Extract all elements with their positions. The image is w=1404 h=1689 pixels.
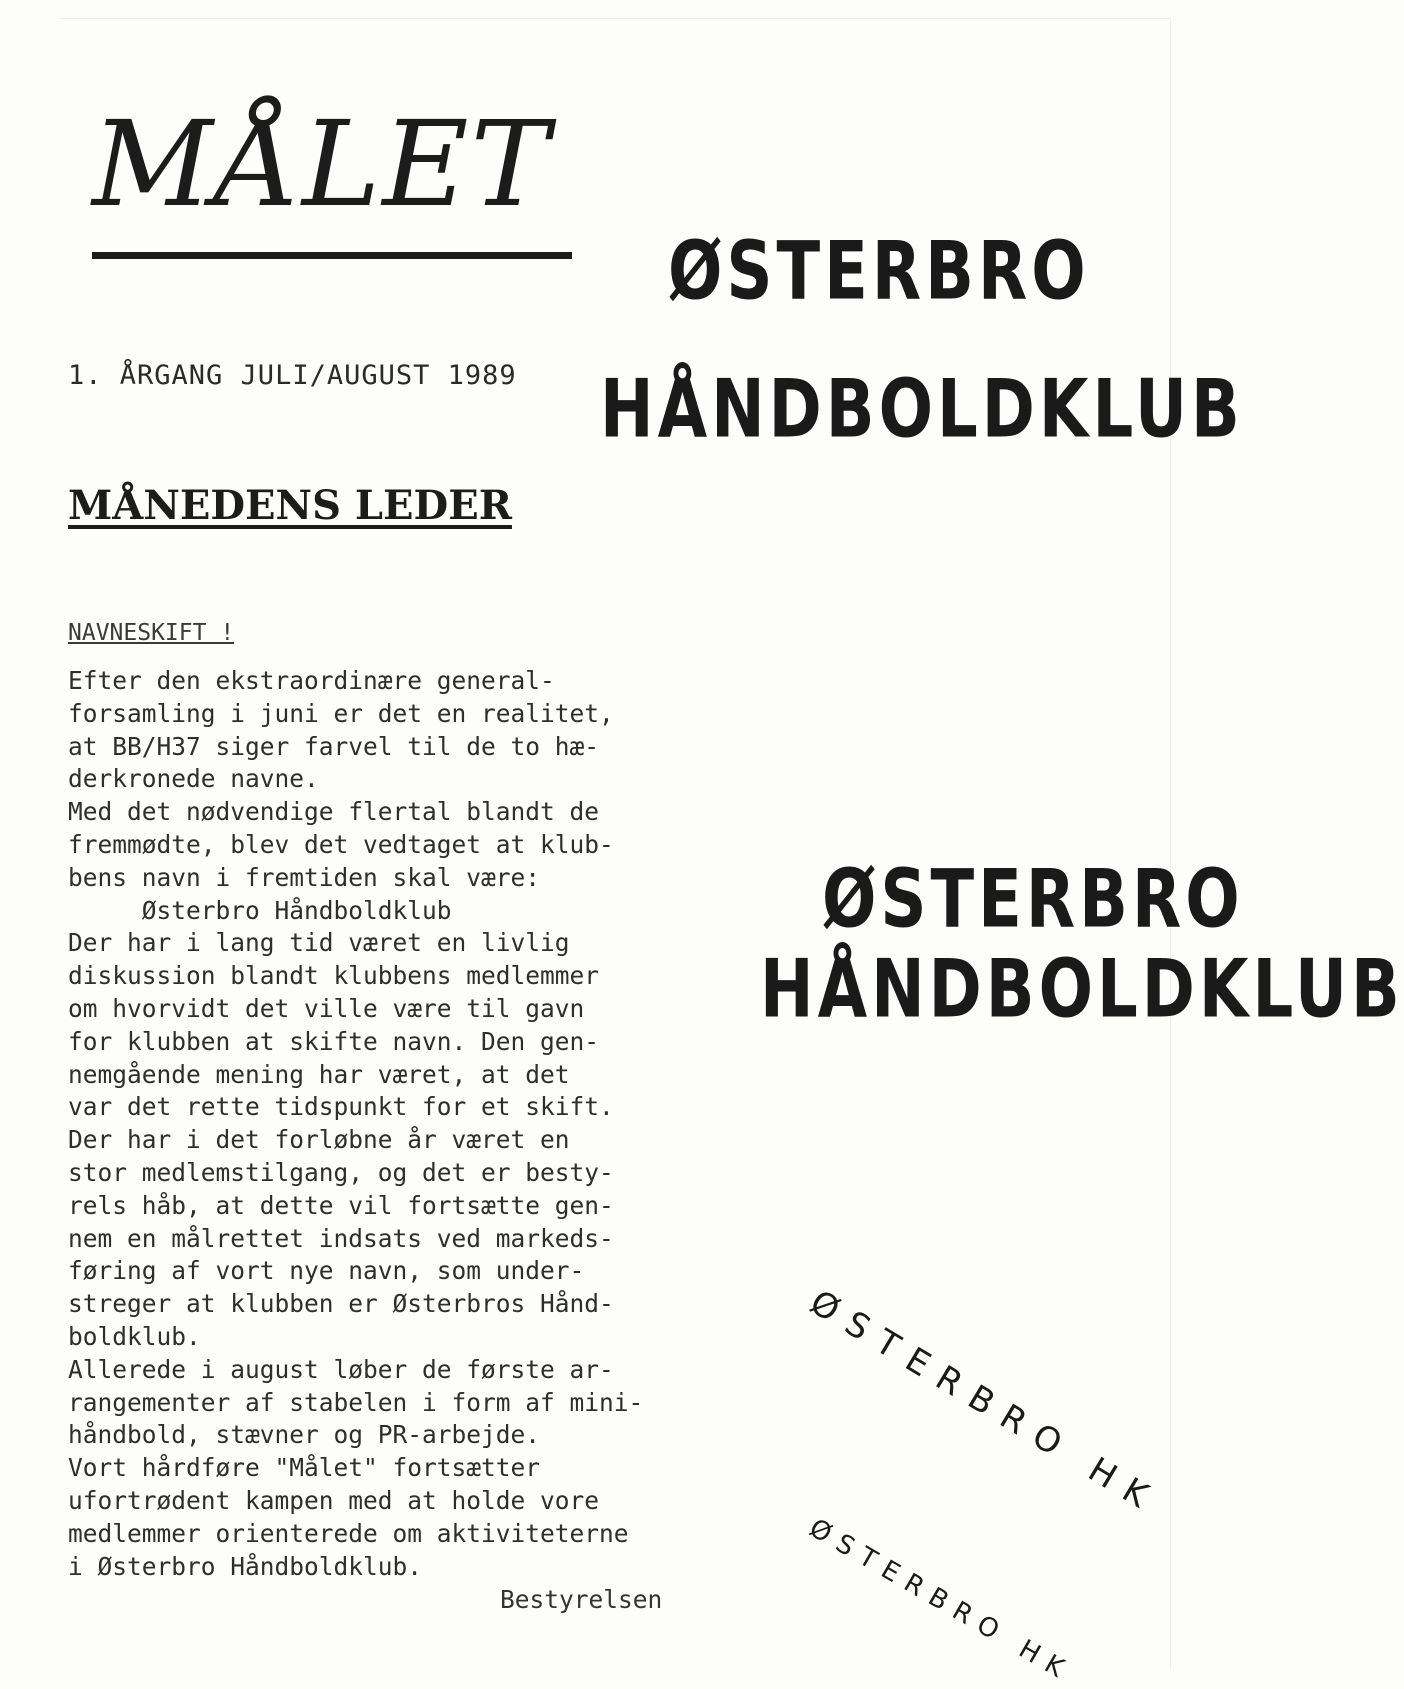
article-line: Der har i det forløbne år været en xyxy=(68,1125,570,1155)
article-line: boldklub. xyxy=(68,1321,201,1351)
article-line: streger at klubben er Østerbros Hånd- xyxy=(68,1289,614,1319)
article-line: bens navn i fremtiden skal være: xyxy=(68,862,541,892)
article-line: at BB/H37 siger farvel til de to hæ- xyxy=(68,731,600,761)
article-line: rels håb, at dette vil fortsætte gen- xyxy=(68,1190,614,1220)
masthead-rule xyxy=(92,252,572,259)
article-subheading: NAVNESKIFT ! xyxy=(68,620,235,646)
article-line: Vort hårdføre "Målet" fortsætter xyxy=(68,1453,541,1483)
article-line: derkronede navne. xyxy=(68,764,319,794)
article-line: nem en målrettet indsats ved markeds- xyxy=(68,1223,614,1253)
article-line: ufortrødent kampen med at holde vore xyxy=(68,1485,600,1515)
article-line: i Østerbro Håndboldklub. xyxy=(68,1551,423,1581)
article-line: Østerbro Håndboldklub xyxy=(68,895,452,925)
stamp-large-line-2: HÅNDBOLDKLUB xyxy=(600,363,1244,457)
article-line: medlemmer orienterede om aktiviteterne xyxy=(68,1518,629,1548)
article-line: stor medlemstilgang, og det er besty- xyxy=(68,1157,614,1187)
volume-line: 1. ÅRGANG JULI/AUGUST 1989 xyxy=(68,360,517,391)
section-heading: MÅNEDENS LEDER xyxy=(68,482,512,529)
article-line: forsamling i juni er det en realitet, xyxy=(68,698,614,728)
signature: Bestyrelsen xyxy=(500,1585,663,1614)
stamp-small-2: ØSTERBRO HK xyxy=(804,1513,1078,1689)
stamp-medium-line-2: HÅNDBOLDKLUB xyxy=(760,943,1404,1037)
article-line: nemgående mening har været, at det xyxy=(68,1059,570,1089)
masthead xyxy=(92,95,552,233)
article-line: om hvorvidt det ville være til gavn xyxy=(68,993,585,1023)
article-line: Allerede i august løber de første ar- xyxy=(68,1354,614,1384)
article-line: fremmødte, blev det vedtaget at klub- xyxy=(68,829,614,859)
article-line: håndbold, stævner og PR-arbejde. xyxy=(68,1420,541,1450)
article-line: Med det nødvendige flertal blandt de xyxy=(68,797,600,827)
stamp-large-line-1: ØSTERBRO xyxy=(668,225,1090,319)
article-line: for klubben at skifte navn. Den gen- xyxy=(68,1026,600,1056)
article-line: rangementer af stabelen i form af mini- xyxy=(68,1387,644,1417)
article-line: Efter den ekstraordinære general- xyxy=(68,666,555,695)
article-line: var det rette tidspunkt for et skift. xyxy=(68,1092,614,1122)
stamp-small-1: ØSTERBRO HK xyxy=(802,1282,1167,1524)
article-line: føring af vort nye navn, som under- xyxy=(68,1256,585,1286)
article-body xyxy=(68,665,643,1583)
article-line: Der har i lang tid været en livlig xyxy=(68,928,570,958)
masthead-title: MÅLET xyxy=(92,95,552,233)
article-line: diskussion blandt klubbens medlemmer xyxy=(68,961,600,991)
stamp-medium-line-1: ØSTERBRO xyxy=(822,853,1244,947)
